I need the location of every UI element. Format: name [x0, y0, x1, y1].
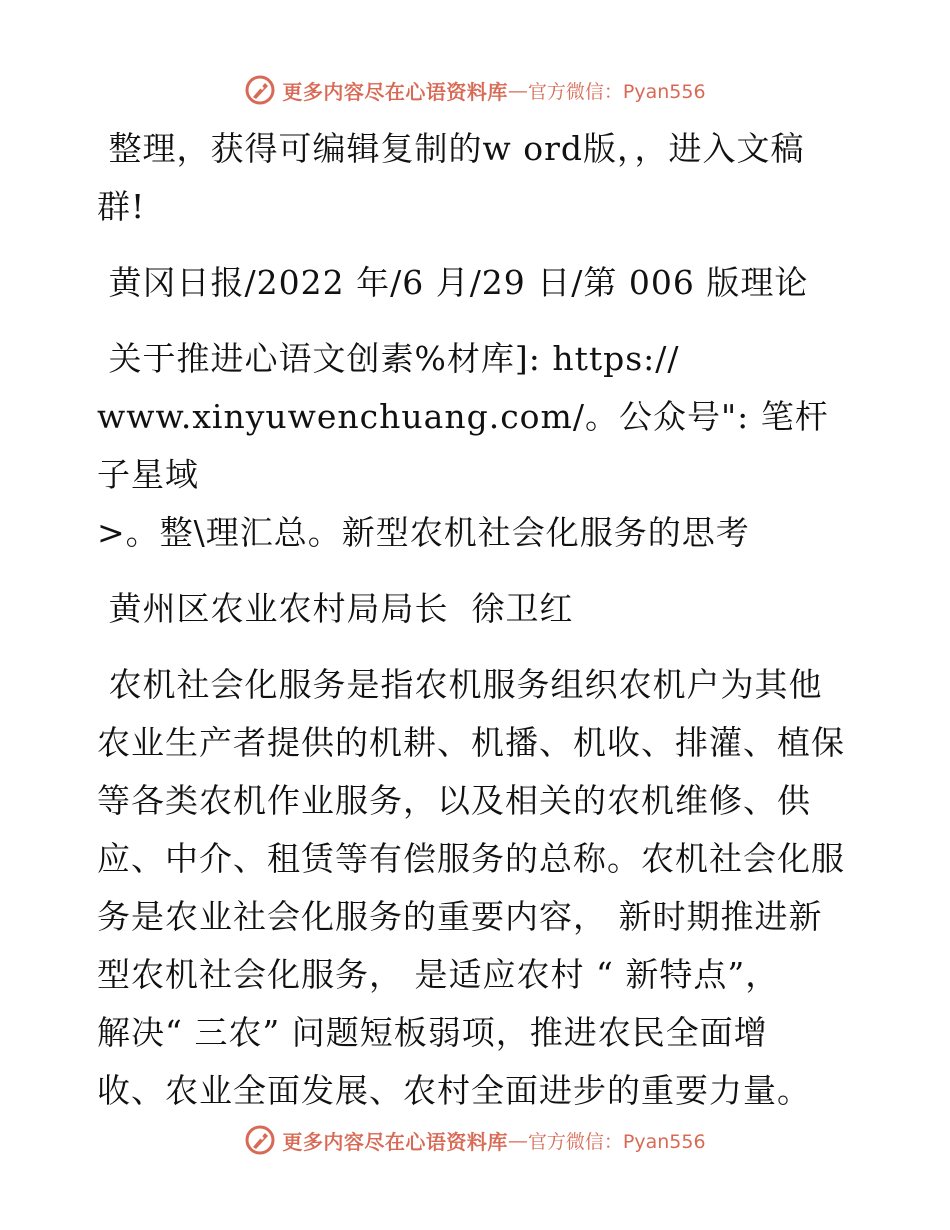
intro-line-2: 群! [97, 187, 146, 226]
body-line: 等各类农机作业服务，以及相关的农机维修、供 [97, 781, 811, 820]
footer-watermark [0, 1120, 950, 1160]
reference-line-2: www.xinyuwenchuang.com/。公众号": 笔杆子星域 [97, 397, 829, 494]
author-line: 黄州区农业农村局局长 徐卫红 [97, 589, 574, 628]
reference-line-1: 关于推进心语文创素%材库]: https:// [97, 339, 680, 378]
watermark-separator: — [507, 78, 528, 102]
body-line: 应、中介、租赁等有偿服务的总称。农机社会化服 [97, 839, 845, 878]
watermark-separator: — [507, 1128, 528, 1152]
title-line: >。整\理汇总。新型农机社会化服务的思考 [97, 513, 750, 552]
pen-nib-logo-icon [244, 1124, 276, 1156]
body-line: 解决“ 三农” 问题短板弱项，推进农民全面增 [97, 1013, 768, 1052]
intro-line-1: 整理，获得可编辑复制的w ord版，，进入文稿 [97, 129, 805, 168]
watermark-promo-text: 更多内容尽在心语资料库 [282, 1129, 508, 1154]
body-line: 务是农业社会化服务的重要内容， 新时期推进新 [97, 897, 823, 936]
body-line: 收、农业全面发展、农村全面进步的重要力量。 [97, 1071, 811, 1110]
body-line: 型农机社会化服务， 是适应农村 “ 新特点”， [97, 955, 780, 994]
body-line: 农机社会化服务是指农机服务组织农机户为其他 [97, 665, 823, 704]
source-line: 黄冈日报/2022 年/6 月/29 日/第 006 版理论 [97, 263, 809, 302]
watermark-promo-text: 更多内容尽在心语资料库 [282, 79, 508, 104]
watermark-wechat-text: 官方微信：Pyan556 [527, 1130, 706, 1153]
document-body [97, 120, 857, 1120]
header-watermark [0, 70, 950, 110]
watermark-wechat-text: 官方微信：Pyan556 [527, 80, 706, 103]
body-line: 农业生产者提供的机耕、机播、机收、排灌、植保 [97, 723, 845, 762]
pen-nib-logo-icon [244, 74, 276, 106]
